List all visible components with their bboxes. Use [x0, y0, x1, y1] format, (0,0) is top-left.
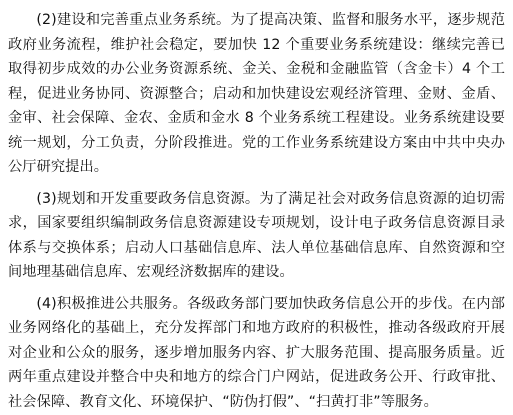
paragraph-key-business-systems: (2)建设和完善重点业务系统。为了提高决策、监督和服务水平，逐步规范政府业务流程，维护社会稳定，要加快 12 个重要业务系统建设：继续完善已取得初步成效的办公业务资源系统、金关、金税和金融监管（含金卡）4 个工程，促进业务协同、资源整合；启动和加快建设宏观经济管理、金财、金盾、金审、社会保障、金农、金质和金水 8 个业务系统工程建设。业务系统建设要统一规划，分工负责，分阶段推进。党的工作业务系统建设方案由中共中央办公厅研究提出。	[8, 12, 505, 175]
paragraph-public-services: (4)积极推进公共服务。各级政务部门要加快政务信息公开的步伐。在内部业务网络化的基础上，充分发挥部门和地方政府的积极性，推动各级政府开展对企业和公众的服务，逐步增加服务内容、扩大服务范围、提高服务质量。近两年重点建设并整合中央和地方的综合门户网站，促进政务公开、行政审批、社会保障、教育文化、环境保护、“防伪打假”、“扫黄打非”等服务。	[8, 295, 505, 410]
paragraph-information-resources: (3)规划和开发重要政务信息资源。为了满足社会对政务信息资源的迫切需求，国家要组织编制政务信息资源建设专项规划，设计电子政务信息资源目录体系与交换体系；启动人口基础信息库、法人单位基础信息库、自然资源和空间地理基础信息库、宏观经济数据库的建设。	[8, 190, 505, 280]
